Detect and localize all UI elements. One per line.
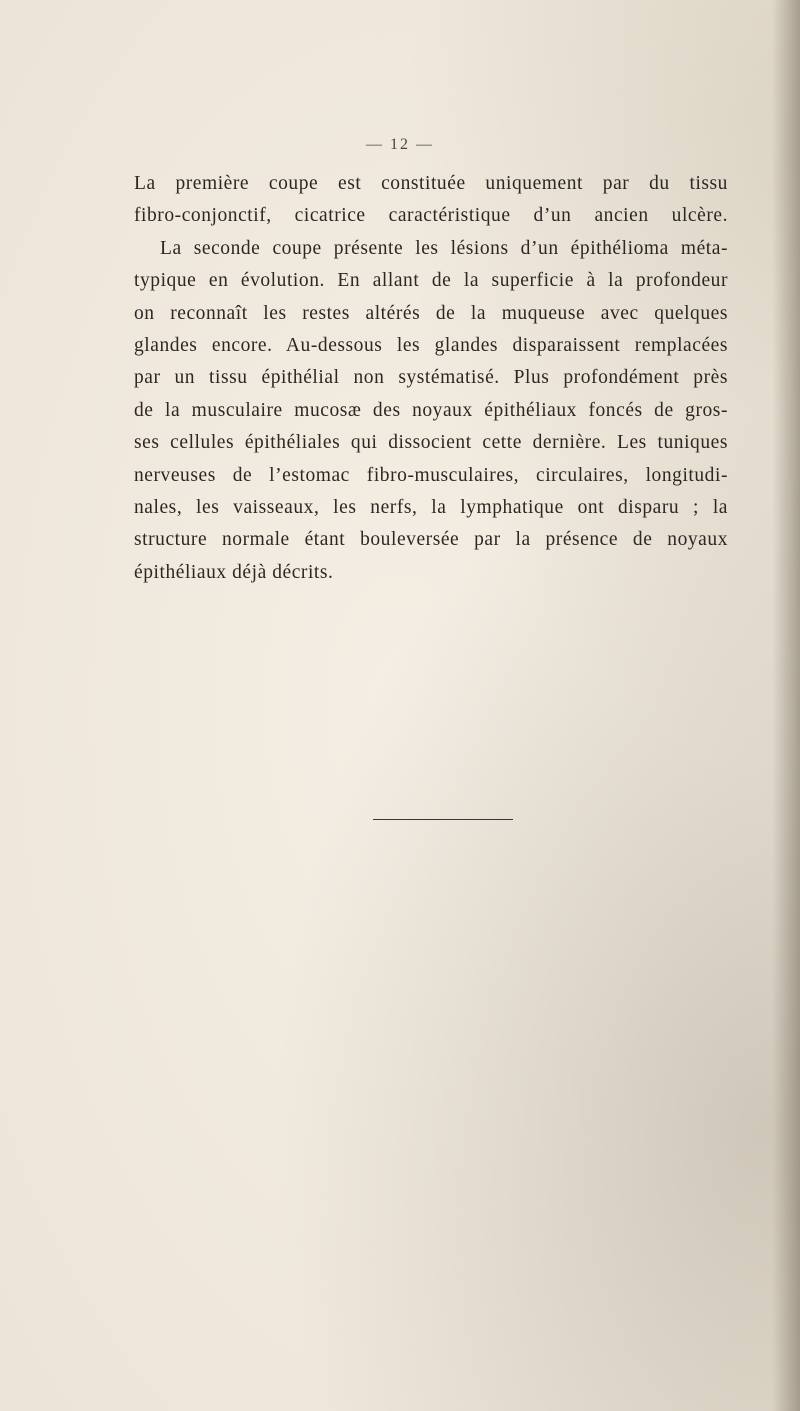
text-line: glandes encore. Au-dessous les glandes disparaissent remplacées xyxy=(134,334,728,356)
text-line: de la musculaire mucosæ des noyaux épithéliaux foncés de gros- xyxy=(134,399,728,421)
page-edge-shadow xyxy=(772,0,800,1411)
text-line: par un tissu épithélial non systématisé. Plus profondément près xyxy=(134,367,728,389)
text-line: épithéliaux déjà décrits. xyxy=(134,561,334,583)
text-line: structure normale étant bouleversée par la présence de noyaux xyxy=(134,529,728,551)
text-line: fibro-conjonctif, cicatrice caractéristique d’un ancien ulcère. xyxy=(134,205,728,227)
section-divider xyxy=(373,819,513,820)
text-line: La première coupe est constituée uniquement par du tissu xyxy=(134,173,728,194)
page-number: — 12 — xyxy=(366,136,434,153)
text-line: nerveuses de l’estomac fibro-musculaires, circulaires, longitudi- xyxy=(134,464,728,486)
text-line: on reconnaît les restes altérés de la muqueuse avec quelques xyxy=(134,302,728,324)
text-line: typique en évolution. En allant de la superficie à la profondeur xyxy=(134,270,728,292)
text-line: nales, les vaisseaux, les nerfs, la lymphatique ont disparu ; la xyxy=(134,496,728,518)
text-line: ses cellules épithéliales qui dissocient cette dernière. Les tuniques xyxy=(134,432,728,454)
body-text xyxy=(134,168,728,589)
text-line: La seconde coupe présente les lésions d’un épithélioma méta- xyxy=(160,237,728,259)
